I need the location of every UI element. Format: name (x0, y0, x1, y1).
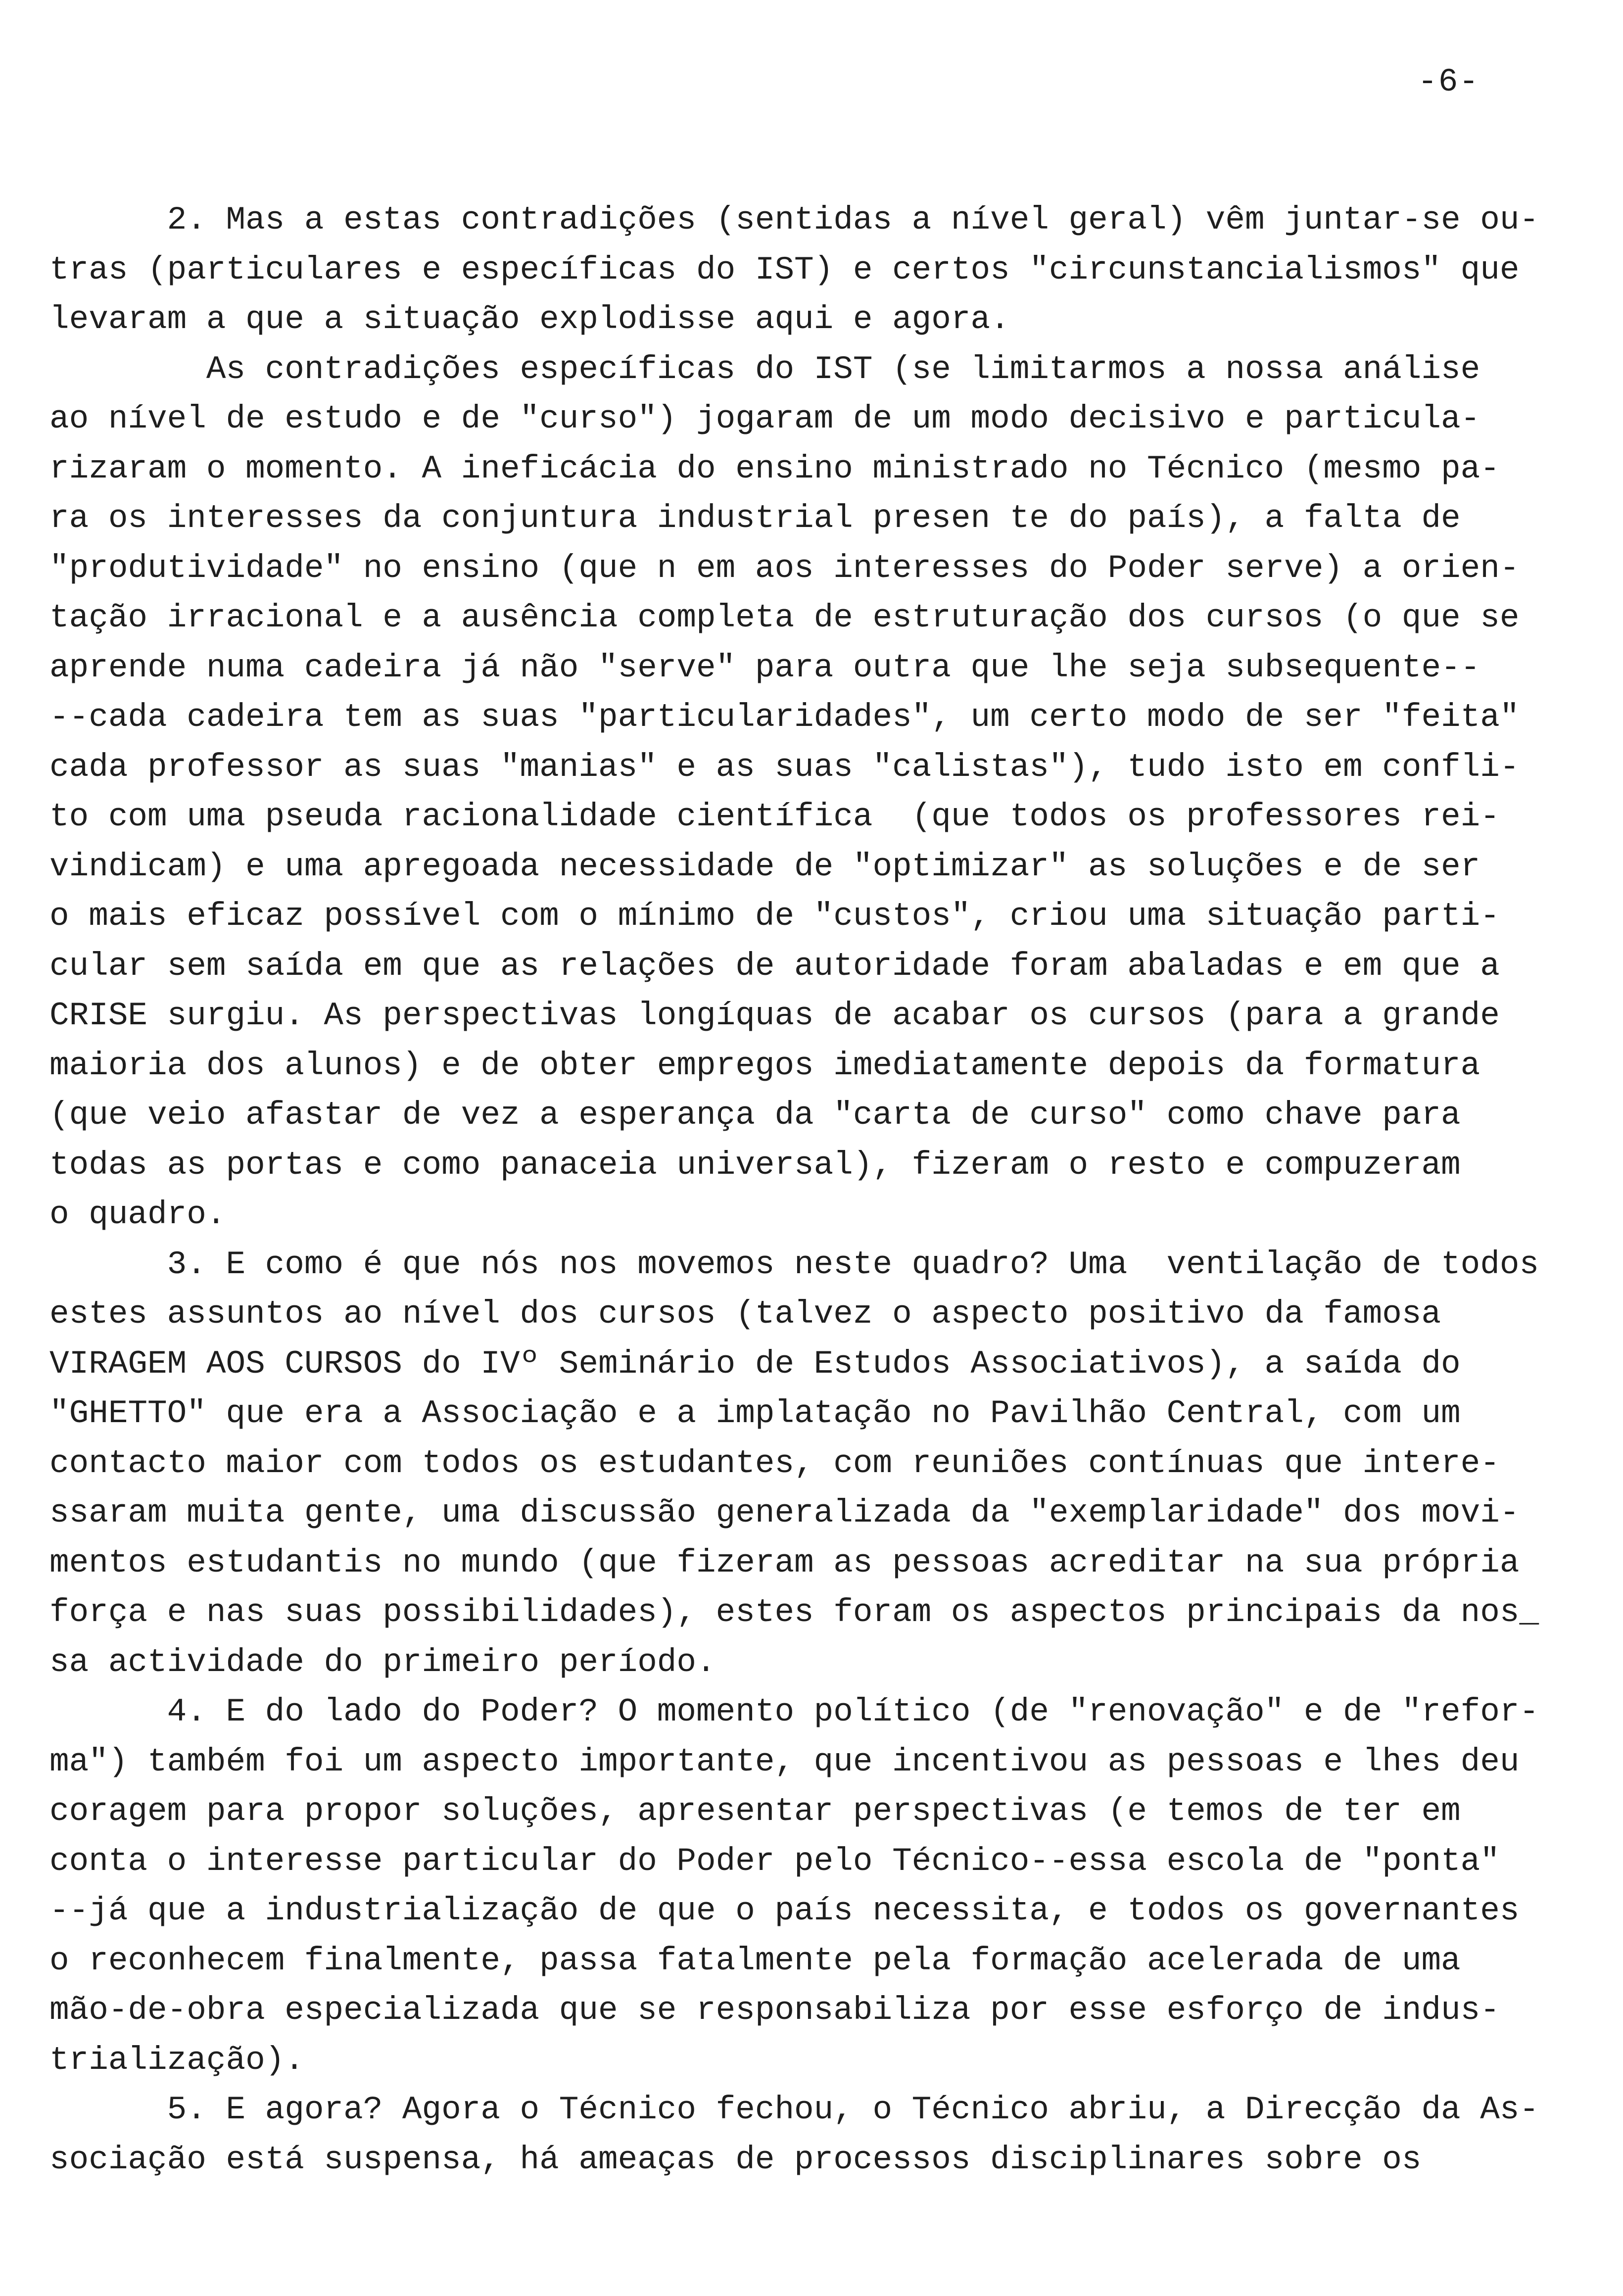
text-line: --já que a industrialização de que o país necessita, e todos os governantes (49, 1892, 1520, 1929)
text-line: todas as portas e como panaceia universal), fizeram o resto e compuzeram (49, 1146, 1461, 1184)
text-line: cada professor as suas "manias" e as suas "calistas"), tudo isto em confli- (49, 748, 1520, 786)
document-body (49, 195, 1586, 2185)
text-line: tras (particulares e específicas do IST) e certos "circunstancialismos" que (49, 251, 1520, 288)
text-line: to com uma pseuda racionalidade científica (que todos os professores rei- (49, 798, 1500, 835)
text-line: rizaram o momento. A ineficácia do ensino ministrado no Técnico (mesmo pa- (49, 450, 1500, 487)
text-line: "GHETTO" que era a Associação e a implatação no Pavilhão Central, com um (49, 1395, 1461, 1432)
paragraph-p4 (49, 1687, 1586, 2085)
text-line: 4. E do lado do Poder? O momento político (de "renovação" e de "refor- (49, 1693, 1539, 1730)
text-line: força e nas suas possibilidades), estes foram os aspectos principais da nos_ (49, 1594, 1539, 1631)
text-line: aprende numa cadeira já não "serve" para outra que lhe seja subsequente-- (49, 649, 1480, 686)
text-line: contacto maior com todos os estudantes, com reuniões contínuas que intere- (49, 1444, 1500, 1482)
text-line: "produtividade" no ensino (que n em aos interesses do Poder serve) a orien- (49, 549, 1520, 587)
text-line: sa actividade do primeiro período. (49, 1643, 716, 1681)
text-line: o reconhecem finalmente, passa fatalmente pela formação acelerada de uma (49, 1942, 1461, 1979)
text-line: sociação está suspensa, há ameaças de processos disciplinares sobre os (49, 2141, 1422, 2178)
text-line: 5. E agora? Agora o Técnico fechou, o Técnico abriu, a Direcção da As- (49, 2091, 1539, 2128)
paragraph-p3 (49, 1240, 1586, 1688)
text-line: (que veio afastar de vez a esperança da "carta de curso" como chave para (49, 1097, 1461, 1134)
text-line: VIRAGEM AOS CURSOS do IVº Seminário de Estudos Associativos), a saída do (49, 1345, 1461, 1383)
text-line: 3. E como é que nós nos movemos neste quadro? Uma ventilação de todos (49, 1245, 1539, 1283)
text-line: o mais eficaz possível com o mínimo de "custos", criou uma situação parti- (49, 898, 1500, 935)
text-line: CRISE surgiu. As perspectivas longíquas de acabar os cursos (para a grande (49, 997, 1500, 1034)
text-line: As contradições específicas do IST (se limitarmos a nossa análise (49, 350, 1480, 388)
text-line: estes assuntos ao nível dos cursos (talvez o aspecto positivo da famosa (49, 1295, 1441, 1333)
text-line: levaram a que a situação explodisse aqui e agora. (49, 301, 1010, 338)
text-line: maioria dos alunos) e de obter empregos imediatamente depois da formatura (49, 1047, 1480, 1084)
paragraph-p2 (49, 195, 1586, 345)
paragraph-p2b (49, 345, 1586, 1240)
text-line: mão-de-obra especializada que se responsabiliza por esse esforço de indus- (49, 1992, 1500, 2029)
text-line: --cada cadeira tem as suas "particularidades", um certo modo de ser "feita" (49, 699, 1520, 736)
text-line: ma") também foi um aspecto importante, que incentivou as pessoas e lhes deu (49, 1743, 1520, 1780)
text-line: mentos estudantis no mundo (que fizeram as pessoas acreditar na sua própria (49, 1544, 1520, 1581)
text-line: ssaram muita gente, uma discussão generalizada da "exemplaridade" dos movi- (49, 1494, 1520, 1531)
text-line: ra os interesses da conjuntura industrial presen te do país), a falta de (49, 500, 1461, 537)
text-line: conta o interesse particular do Poder pelo Técnico--essa escola de "ponta" (49, 1842, 1500, 1880)
text-line: coragem para propor soluções, apresentar perspectivas (e temos de ter em (49, 1793, 1461, 1830)
text-line: trialização). (49, 2041, 304, 2079)
text-line: tação irracional e a ausência completa de estruturação dos cursos (o que se (49, 599, 1520, 636)
text-line: ao nível de estudo e de "curso") jogaram de um modo decisivo e particula- (49, 400, 1480, 437)
text-line: cular sem saída em que as relações de autoridade foram abaladas e em que a (49, 947, 1500, 985)
text-line: o quadro. (49, 1196, 226, 1233)
text-line: 2. Mas a estas contradições (sentidas a nível geral) vêm juntar-se ou- (49, 201, 1539, 239)
text-line: vindicam) e uma apregoada necessidade de "optimizar" as soluções e de ser (49, 848, 1480, 885)
paragraph-p5 (49, 2085, 1586, 2185)
page-number: -6- (1418, 63, 1480, 100)
